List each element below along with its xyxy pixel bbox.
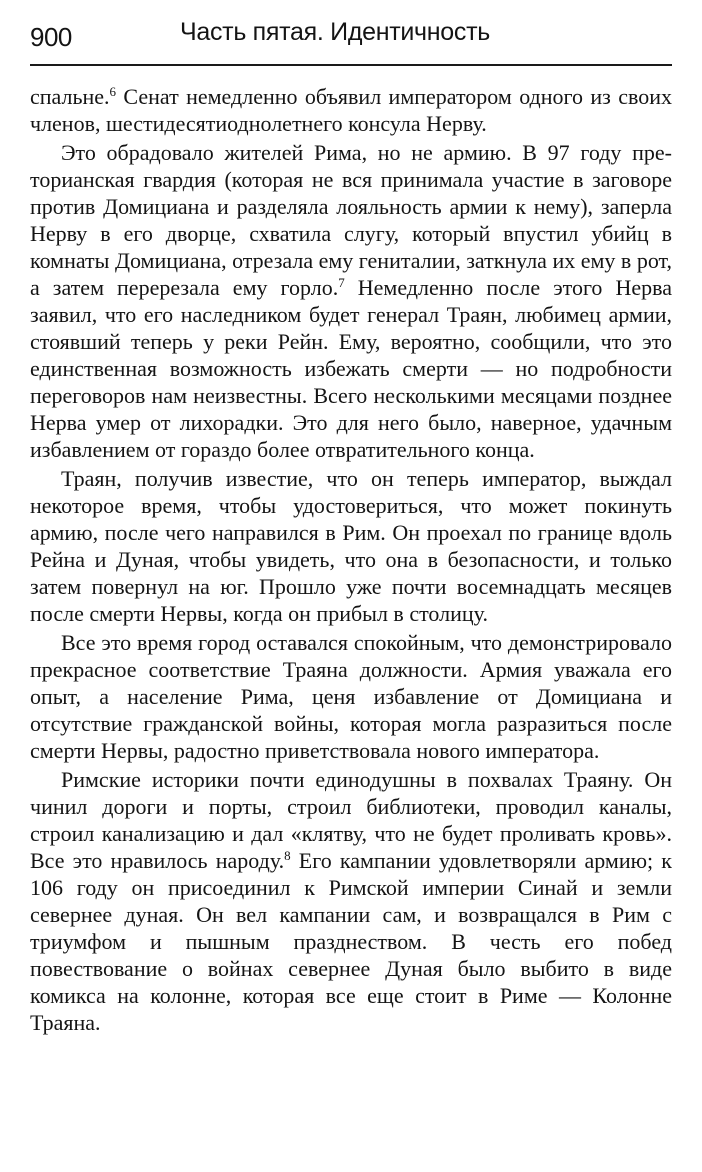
text-run: Его кампании удовлетворяли армию; к 106 году он присоединил к Римской империи Синай и земли севернее дуная. Он вел кампании сам, и возвращался в Рим с триумфом и пышным празднеством. В честь его побед повествование о войнах севернее Дуная было выбито в виде комикса на колонне, которая все еще стоит в Риме — Колонне Траяна. (30, 848, 672, 1035)
paragraph (30, 766, 672, 1036)
text-run: Все это время город оставался спокойным, что демонстрировало прекрасное соответствие Траяна должности. Армия уважала его опыт, а население Рима, ценя избавление от Домициана и отсутствие гражданской войны, которая могла разразиться после смерти Нервы, радостно приветствовала нового императора. (30, 630, 672, 763)
footnote-marker: 6 (109, 84, 117, 100)
page-number: 900 (30, 22, 72, 52)
body-text (30, 83, 672, 1038)
running-head: Часть пятая. Идентичность (180, 18, 490, 46)
paragraph (30, 465, 672, 627)
paragraph (30, 139, 672, 463)
paragraph (30, 83, 672, 137)
footnote-marker: 8 (284, 848, 291, 864)
text-run: Сенат немедленно объявил императором одного из своих членов, шестидесятиоднолетнего консула Нерву. (30, 84, 672, 136)
header-rule (30, 64, 672, 66)
footnote-marker: 7 (338, 275, 345, 291)
page-header (30, 14, 672, 58)
text-run: спальне. (30, 84, 110, 109)
text-run: Римские историки почти единодушны в похвалах Траяну. Он чинил дороги и порты, строил библиотеки, проводил каналы, строил канализацию и дал «клятву, что не будет проливать кровь». Все это нравилось народу. (30, 767, 672, 873)
text-run: Немедленно после этого Нерва заявил, что его наследником будет генерал Траян, любимец армии, стоявший теперь у реки Рейн. Ему, вероятно, сообщили, что это единственная возможность избежать смерти — но подробности переговоров нам неизвестны. Всего несколькими месяцами позднее Нерва умер от лихорадки. Это для него было, наверное, удачным избавлением от гораздо более отвратительного конца. (30, 275, 672, 462)
text-run: Траян, получив известие, что он теперь император, выждал некоторое время, чтобы удостовериться, что может покинуть армию, после чего направился в Рим. Он проехал по границе вдоль Рейна и Дуная, чтобы увидеть, что она в безопасности, и только затем повернул на юг. Прошло уже почти восемнадцать месяцев после смерти Нервы, когда он прибыл в столицу. (30, 466, 672, 626)
paragraph (30, 629, 672, 764)
text-run: Это обрадовало жителей Рима, но не армию. В 97 году преторианская гвардия (которая не вся принимала участие в заговоре против Домициана и разделяла лояльность армии к нему), заперла Нерву в его дворце, схватила слугу, который впустил убийц в комнаты Домициана, отрезала ему гениталии, заткнула их ему в рот, а затем перерезала ему горло. (30, 140, 672, 300)
